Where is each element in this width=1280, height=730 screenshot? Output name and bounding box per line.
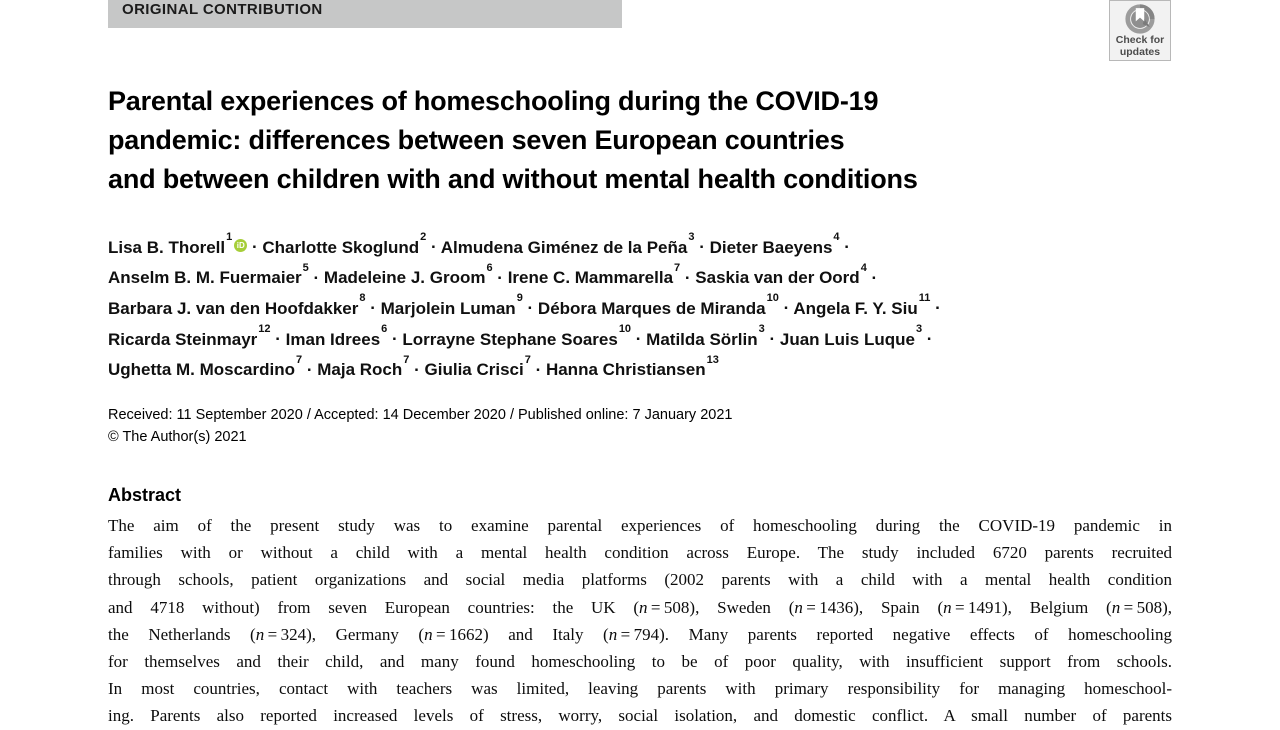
- affiliation-superscript: 13: [706, 353, 719, 366]
- author-line: [108, 230, 1208, 261]
- author-separator: ·: [530, 360, 546, 380]
- author-separator: ·: [764, 329, 780, 349]
- affiliation-superscript: 4: [860, 261, 867, 274]
- author-separator: ·: [426, 237, 441, 257]
- author-separator: ·: [492, 268, 508, 288]
- author-name: Angela F. Y. Siu$^{11}$: [793, 292, 931, 318]
- author-separator: ·: [839, 237, 850, 257]
- crossmark-logo-icon: [1124, 3, 1156, 35]
- author-list: [108, 230, 1208, 383]
- author-name: Anselm B. M. Fuermaier$^5$: [108, 261, 309, 288]
- affiliation-superscript: 6: [486, 261, 493, 274]
- affiliation-superscript: 10: [618, 322, 632, 335]
- author-separator: ·: [778, 298, 794, 318]
- title-line: Parental experiences of homeschooling during the COVID-19: [108, 86, 879, 116]
- article-title: [108, 82, 1188, 199]
- abstract-line: through schools, patient organizations and social media platforms (2002 parents with a child with a mental health condition: [108, 570, 1172, 590]
- author-name: Juan Luis Luque$^3$: [779, 322, 923, 349]
- article-type-banner: [108, 0, 622, 28]
- author-line: [108, 322, 1208, 353]
- author-separator: ·: [409, 360, 425, 380]
- author-name: Iman Idrees$^6$: [285, 322, 388, 349]
- article-history: [108, 404, 732, 448]
- author-separator: ·: [631, 329, 647, 349]
- author-separator: ·: [522, 298, 538, 318]
- author-separator: ·: [365, 298, 381, 318]
- affiliation-superscript: 3: [758, 322, 765, 335]
- author-name: Charlotte Skoglund$^2$: [262, 231, 427, 257]
- author-name: Barbara J. van den Hoofdakker$^8$: [108, 292, 366, 318]
- affiliation-superscript: 9: [516, 292, 523, 305]
- author-name: Lorrayne Stephane Soares$^{10}$: [402, 322, 632, 349]
- affiliation-superscript: 7: [674, 261, 681, 274]
- abstract-text: [108, 512, 1172, 730]
- author-name: Dieter Baeyens$^4$: [709, 231, 840, 257]
- abstract-line: ing. Parents also reported increased levels of stress, worry, social isolation, and domestic conflict. A small number of parents: [108, 706, 1172, 726]
- author-name: Maja Roch$^7$: [317, 353, 410, 380]
- author-name: Ricarda Steinmayr$^{12}$: [108, 322, 271, 349]
- author-name: Hanna Christiansen$^{13}$: [545, 353, 719, 380]
- affiliation-superscript: 10: [766, 292, 779, 305]
- author-name: Giulia Crisci$^7$: [424, 353, 531, 380]
- author-separator: ·: [866, 268, 878, 288]
- crossmark-label: [1110, 35, 1170, 58]
- author-separator: ·: [930, 298, 941, 318]
- author-name: Lisa B. Thorell$^1$iD: [108, 238, 247, 257]
- affiliation-superscript: 12: [258, 322, 271, 335]
- affiliation-superscript: 7: [524, 353, 531, 366]
- affiliation-superscript: 6: [381, 322, 388, 335]
- abstract-heading: Abstract: [108, 485, 182, 505]
- received-accepted-published-line: Received: 11 September 2020 / Accepted: 14 December 2020 / Published online: 7 January 2021: [108, 407, 733, 423]
- author-line: [108, 291, 1208, 322]
- affiliation-superscript: 1: [226, 231, 233, 243]
- copyright-line: © The Author(s) 2021: [108, 429, 247, 445]
- abstract-line: In most countries, contact with teachers was limited, leaving parents with primary responsibility for managing homeschool-: [108, 679, 1172, 699]
- author-name: Marjolein Luman$^9$: [380, 292, 523, 318]
- author-line: [108, 261, 1208, 292]
- author-name: Almudena Giménez de la Peña$^3$: [440, 231, 695, 257]
- crossmark-label-line2: updates: [1119, 45, 1161, 58]
- title-line: pandemic: differences between seven European countries: [108, 125, 845, 155]
- affiliation-superscript: 8: [359, 292, 366, 305]
- author-name: Irene C. Mammarella$^7$: [507, 261, 681, 288]
- affiliation-superscript: 7: [403, 353, 410, 366]
- affiliation-superscript: 3: [915, 322, 923, 335]
- article-type-label: ORIGINAL CONTRIBUTION: [122, 1, 323, 18]
- author-separator: ·: [302, 360, 318, 380]
- affiliation-superscript: 2: [420, 231, 427, 243]
- check-for-updates-badge[interactable]: [1109, 0, 1171, 61]
- author-separator: ·: [680, 268, 696, 288]
- author-line: [108, 353, 1208, 384]
- author-separator: ·: [694, 237, 710, 257]
- author-name: Débora Marques de Miranda$^{10}$: [537, 292, 779, 318]
- affiliation-superscript: 11: [918, 292, 931, 305]
- author-name: Saskia van der Oord$^4$: [695, 261, 867, 288]
- author-separator: ·: [387, 329, 403, 349]
- crossmark-label-line1: Check for: [1115, 34, 1165, 46]
- affiliation-superscript: 4: [833, 231, 840, 243]
- abstract-line: The aim of the present study was to examine parental experiences of homeschooling during the COVID-19 pandemic in: [108, 516, 1172, 535]
- author-separator: ·: [270, 329, 286, 349]
- author-separator: ·: [922, 329, 933, 349]
- abstract-line: for themselves and their child, and many found homeschooling to be of poor quality, with insufficient support from schools.: [108, 652, 1172, 672]
- author-name: Ughetta M. Moscardino$^7$: [108, 353, 303, 380]
- affiliation-superscript: 7: [296, 353, 303, 366]
- abstract-line: families with or without a child with a mental health condition across Europe. The study included 6720 parents recruited: [108, 543, 1172, 563]
- abstract-line: and 4718 without) from seven European countries: the UK (n = 508), Sweden (n = 1436), Spain (n = 1491), Belgium (n = 508),: [108, 597, 1173, 617]
- abstract-line: the Netherlands (n = 324), Germany (n = 1662) and Italy (n = 794). Many parents reported negative effects of homeschooling: [108, 624, 1172, 644]
- affiliation-superscript: 3: [688, 231, 695, 243]
- author-separator: ·: [308, 268, 324, 288]
- affiliation-superscript: 5: [302, 261, 309, 274]
- orcid-icon[interactable]: iD: [234, 239, 247, 252]
- author-name: Matilda Sörlin$^3$: [646, 322, 765, 349]
- title-line: and between children with and without mental health conditions: [108, 164, 918, 194]
- author-name: Madeleine J. Groom$^6$: [323, 261, 493, 288]
- author-separator: ·: [247, 237, 263, 257]
